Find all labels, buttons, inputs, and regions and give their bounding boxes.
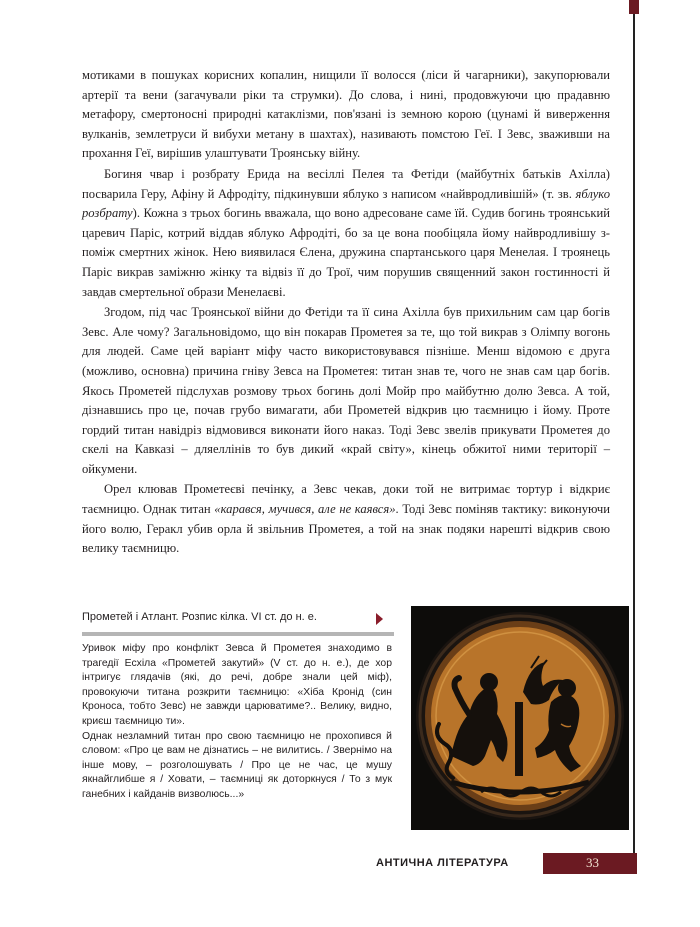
body-text: [82, 66, 610, 559]
paragraph-4-text-b: . Тоді Зевс поміняв тактику: виконуючи його волю, Геракл убив орла й звільнив Прометея, а той на знак подяки нарешті відкрив свою велику таємницю.: [82, 502, 611, 556]
paragraph-2: [82, 165, 610, 302]
paragraph-3: Згодом, під час Троянської війни до Фетіди та її сина Ахілла був прихильним сам цар богів Зевс. Але чому? Загальновідомо, що він покарав Прометея за те, що той викрав з Олімпу вогонь для людей. Саме цей варіант міфу часто використовувався пізніше. Менш відомою є друга (можливо, основна) причина гніву Зевса на Прометея: титан знав те, чого не знав сам цар богів. Якось Прометей підслухав розмову трьох богинь долі Мойр про майбутню долю Зевса. А той, дізнавшись про це, почав грубо вимагати, аби Прометей відкрив цю таємницю і йому. Проте гордий титан навідріз відмовився виконати його наказ. Тоді Зевс звелів прикувати Прометея до скелі на Кавказі – дляеллінів то був дикий «край світу», кінець обжитої ними території – ойкумени.: [82, 305, 610, 476]
paragraph-2-text-b: ). Кожна з трьох богинь вважала, що воно адресоване саме їй. Судив богинь троянський царевич Паріс, котрий віддав яблуко Афродіті, бо за це вона пообіцяла йому найвродливішу з-поміж смертних жінок. Нею виявилася Єлена, дружина спартанського царя Менелая. І троянець Паріс викрав заміжню жінку та відвіз її до Трої, чим порушив священний закон гостинності й завдав смертельної образи Менелаєві.: [82, 206, 610, 299]
sidebar-text: [82, 642, 392, 803]
paragraph-1: мотиками в пошуках корисних копалин, нищили її волосся (ліси й чагарники), закупорювали артерії та вени (загачували ріки та струмки). До слова, і нині, продовжуючи цю прадавню метафору, смертоносні природні катаклізми, пов'язані із земною корою (цунамі й виверження вулканів, землетруси й вибухи метану в шахтах), називають помстою Геї. І Зевс, зваживши на прохання Геї, вирішив улаштувати Троянську війну.: [82, 68, 610, 161]
paragraph-4-text-a: Орел клював Прометеєві печінку, а Зевс чекав, доки той не витримає тортур і відкриє таємницю. Однак титан: [82, 482, 610, 517]
sidebar-paragraph-2: Однак незламний титан про свою таємницю не прохопився й словом: «Про це вам не дізнатись – не вилитись. / Звернімо на інше мову, – розголошувать / Про це не час, це мушу якнайглибше я / Ховати, – таємниці як доторкнуся / То з мук ганебних і кайданів визволюсь...»: [82, 730, 392, 800]
page-margin-rule: [633, 14, 635, 864]
top-accent-tab: [629, 0, 639, 14]
image-caption: Прометей і Атлант. Розпис кілка. VI ст. до н. е.: [82, 611, 317, 623]
paragraph-4-italic: «карався, мучився, але не каявся»: [214, 502, 396, 517]
kylix-painting-image: [411, 606, 629, 830]
section-footer-label: АНТИЧНА ЛІТЕРАТУРА: [376, 857, 509, 869]
sidebar-paragraph-1: Уривок міфу про конфлікт Зевса й Прометея знаходимо в трагедії Есхіла «Прометей закутий» (V ст. до н. е.), де хор інтригує глядачів (які, до речі, добре знали цей міф), провокуючи титана розкрити таємницю: «Хіба Кронід (син Кроноса, тобто Зевс) не завжди царюватиме?.. Велику, видно, криєш таємницю ти».: [82, 643, 392, 727]
paragraph-2-italic: яблуко розбрату: [82, 186, 610, 221]
paragraph-4: [82, 480, 610, 558]
caption-divider: [82, 632, 394, 636]
page-number: 33: [586, 855, 599, 870]
paragraph-2-text-a: Богиня чвар і розбрату Ерида на весіллі Пелея та Фетіди (майбутніх батьків Ахілла) посварила Геру, Афіну й Афродіту, підкинувши яблуко з написом «найвродливішій» (т. зв.: [82, 166, 610, 201]
triangle-arrow-icon: [376, 613, 383, 625]
kylix-illustration: [411, 606, 629, 830]
